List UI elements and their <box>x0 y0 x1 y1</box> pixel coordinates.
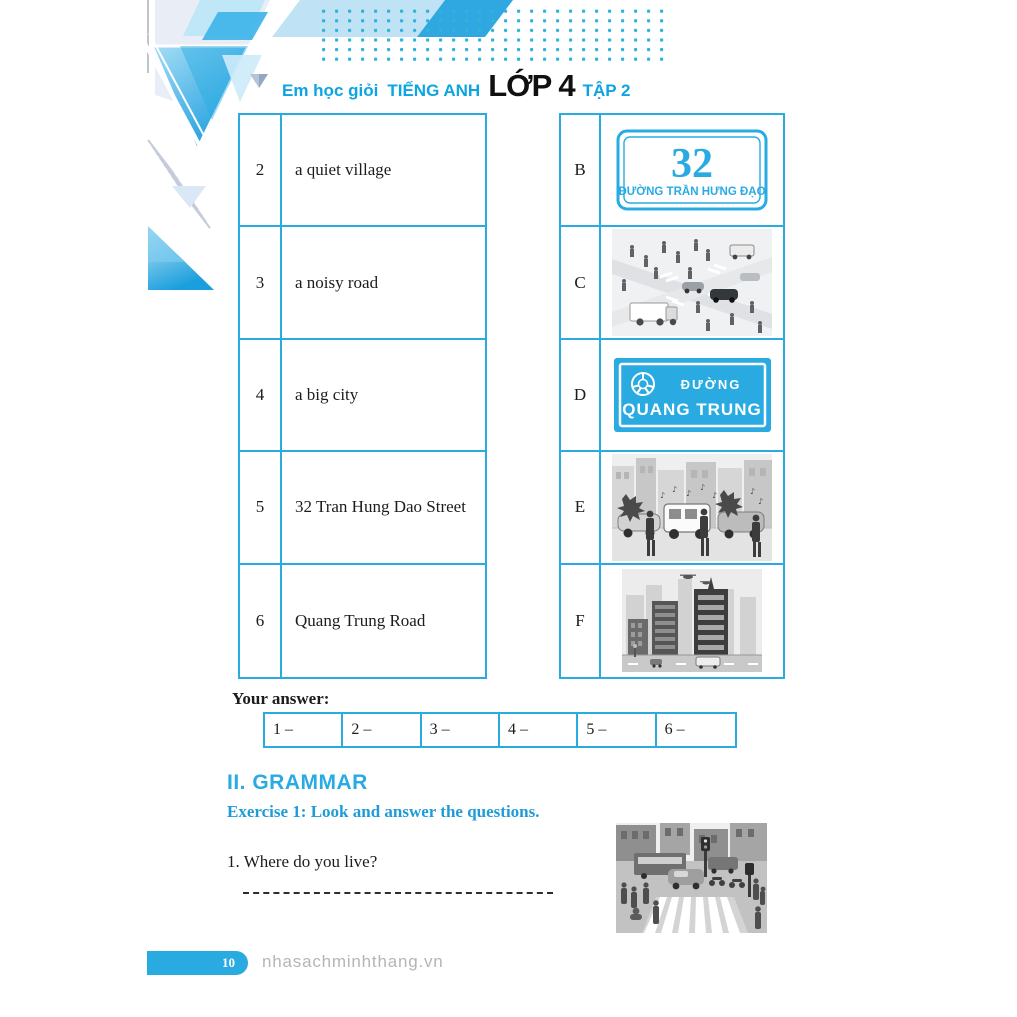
table-row <box>240 452 485 564</box>
busy-intersection-image <box>612 229 772 336</box>
item-text: Quang Trung Road <box>295 610 426 630</box>
item-number: 6 <box>240 565 282 677</box>
dot-grid <box>318 4 670 64</box>
item-number: 2 <box>240 115 282 225</box>
svg-text:♪: ♪ <box>660 490 666 500</box>
street-crossing-image <box>616 823 767 933</box>
item-number: 3 <box>240 227 282 337</box>
page-heading <box>282 68 630 104</box>
item-number: 4 <box>240 340 282 450</box>
matching-table-pictures <box>559 113 785 679</box>
answer-cell: 2 – <box>343 714 421 746</box>
table-row <box>240 340 485 452</box>
street-number-sign-image <box>616 129 768 211</box>
svg-text:♪: ♪ <box>758 496 764 506</box>
sign-name: QUANG TRUNG <box>621 399 762 419</box>
publisher-website: nhasachminhthang.vn <box>262 952 444 971</box>
item-text: a big city <box>295 384 359 404</box>
option-letter: D <box>561 340 601 450</box>
option-letter: C <box>561 227 601 337</box>
answer-table <box>263 712 737 748</box>
answer-cell: 4 – <box>500 714 578 746</box>
table-row <box>240 565 485 677</box>
question-1: 1. Where do you live? <box>227 852 378 871</box>
heading-grade: LỚP 4 <box>488 68 575 103</box>
answer-cell: 5 – <box>578 714 656 746</box>
page-number: 10 <box>222 955 235 970</box>
your-answer-label: Your answer: <box>232 689 330 708</box>
noisy-street-image <box>612 454 772 561</box>
item-number: 5 <box>240 452 282 562</box>
table-row <box>561 115 783 227</box>
answer-blank-line <box>243 872 553 894</box>
heading-volume: TẬP 2 <box>582 81 631 100</box>
street-name-sign-image <box>614 358 771 432</box>
section-heading: II. GRAMMAR <box>227 771 368 794</box>
option-letter: B <box>561 115 601 225</box>
heading-series: Em học giỏi <box>282 81 379 100</box>
answer-cell: 3 – <box>422 714 500 746</box>
page-edge-line <box>147 0 149 73</box>
svg-text:♪: ♪ <box>672 484 678 494</box>
table-row <box>240 115 485 227</box>
table-row <box>561 452 783 564</box>
matching-table-items <box>238 113 487 679</box>
svg-text:♪: ♪ <box>700 482 706 492</box>
item-text: a noisy road <box>295 272 379 292</box>
sign-number: 32 <box>671 141 713 188</box>
sign-street-name: ĐƯỜNG TRẦN HƯNG ĐẠO <box>618 186 766 199</box>
answer-cell: 1 – <box>265 714 343 746</box>
sign-prefix: ĐƯỜNG <box>680 376 741 392</box>
svg-text:♪: ♪ <box>750 486 756 496</box>
heading-subject: TIẾNG ANH <box>387 81 481 100</box>
table-row <box>561 227 783 339</box>
item-text: a quiet village <box>295 160 392 180</box>
table-row <box>561 565 783 677</box>
option-letter: F <box>561 565 601 677</box>
hatch-lines <box>148 140 210 228</box>
page-number-pill <box>147 951 248 975</box>
table-row <box>561 340 783 452</box>
item-text: 32 Tran Hung Dao Street <box>295 497 466 517</box>
answer-cell: 6 – <box>664 721 685 738</box>
exercise-instruction: Exercise 1: Look and answer the questions. <box>227 802 540 821</box>
table-row <box>240 227 485 339</box>
option-letter: E <box>561 452 601 562</box>
svg-text:♪: ♪ <box>712 490 718 500</box>
svg-text:♪: ♪ <box>686 488 692 498</box>
city-skyline-image <box>622 569 762 672</box>
